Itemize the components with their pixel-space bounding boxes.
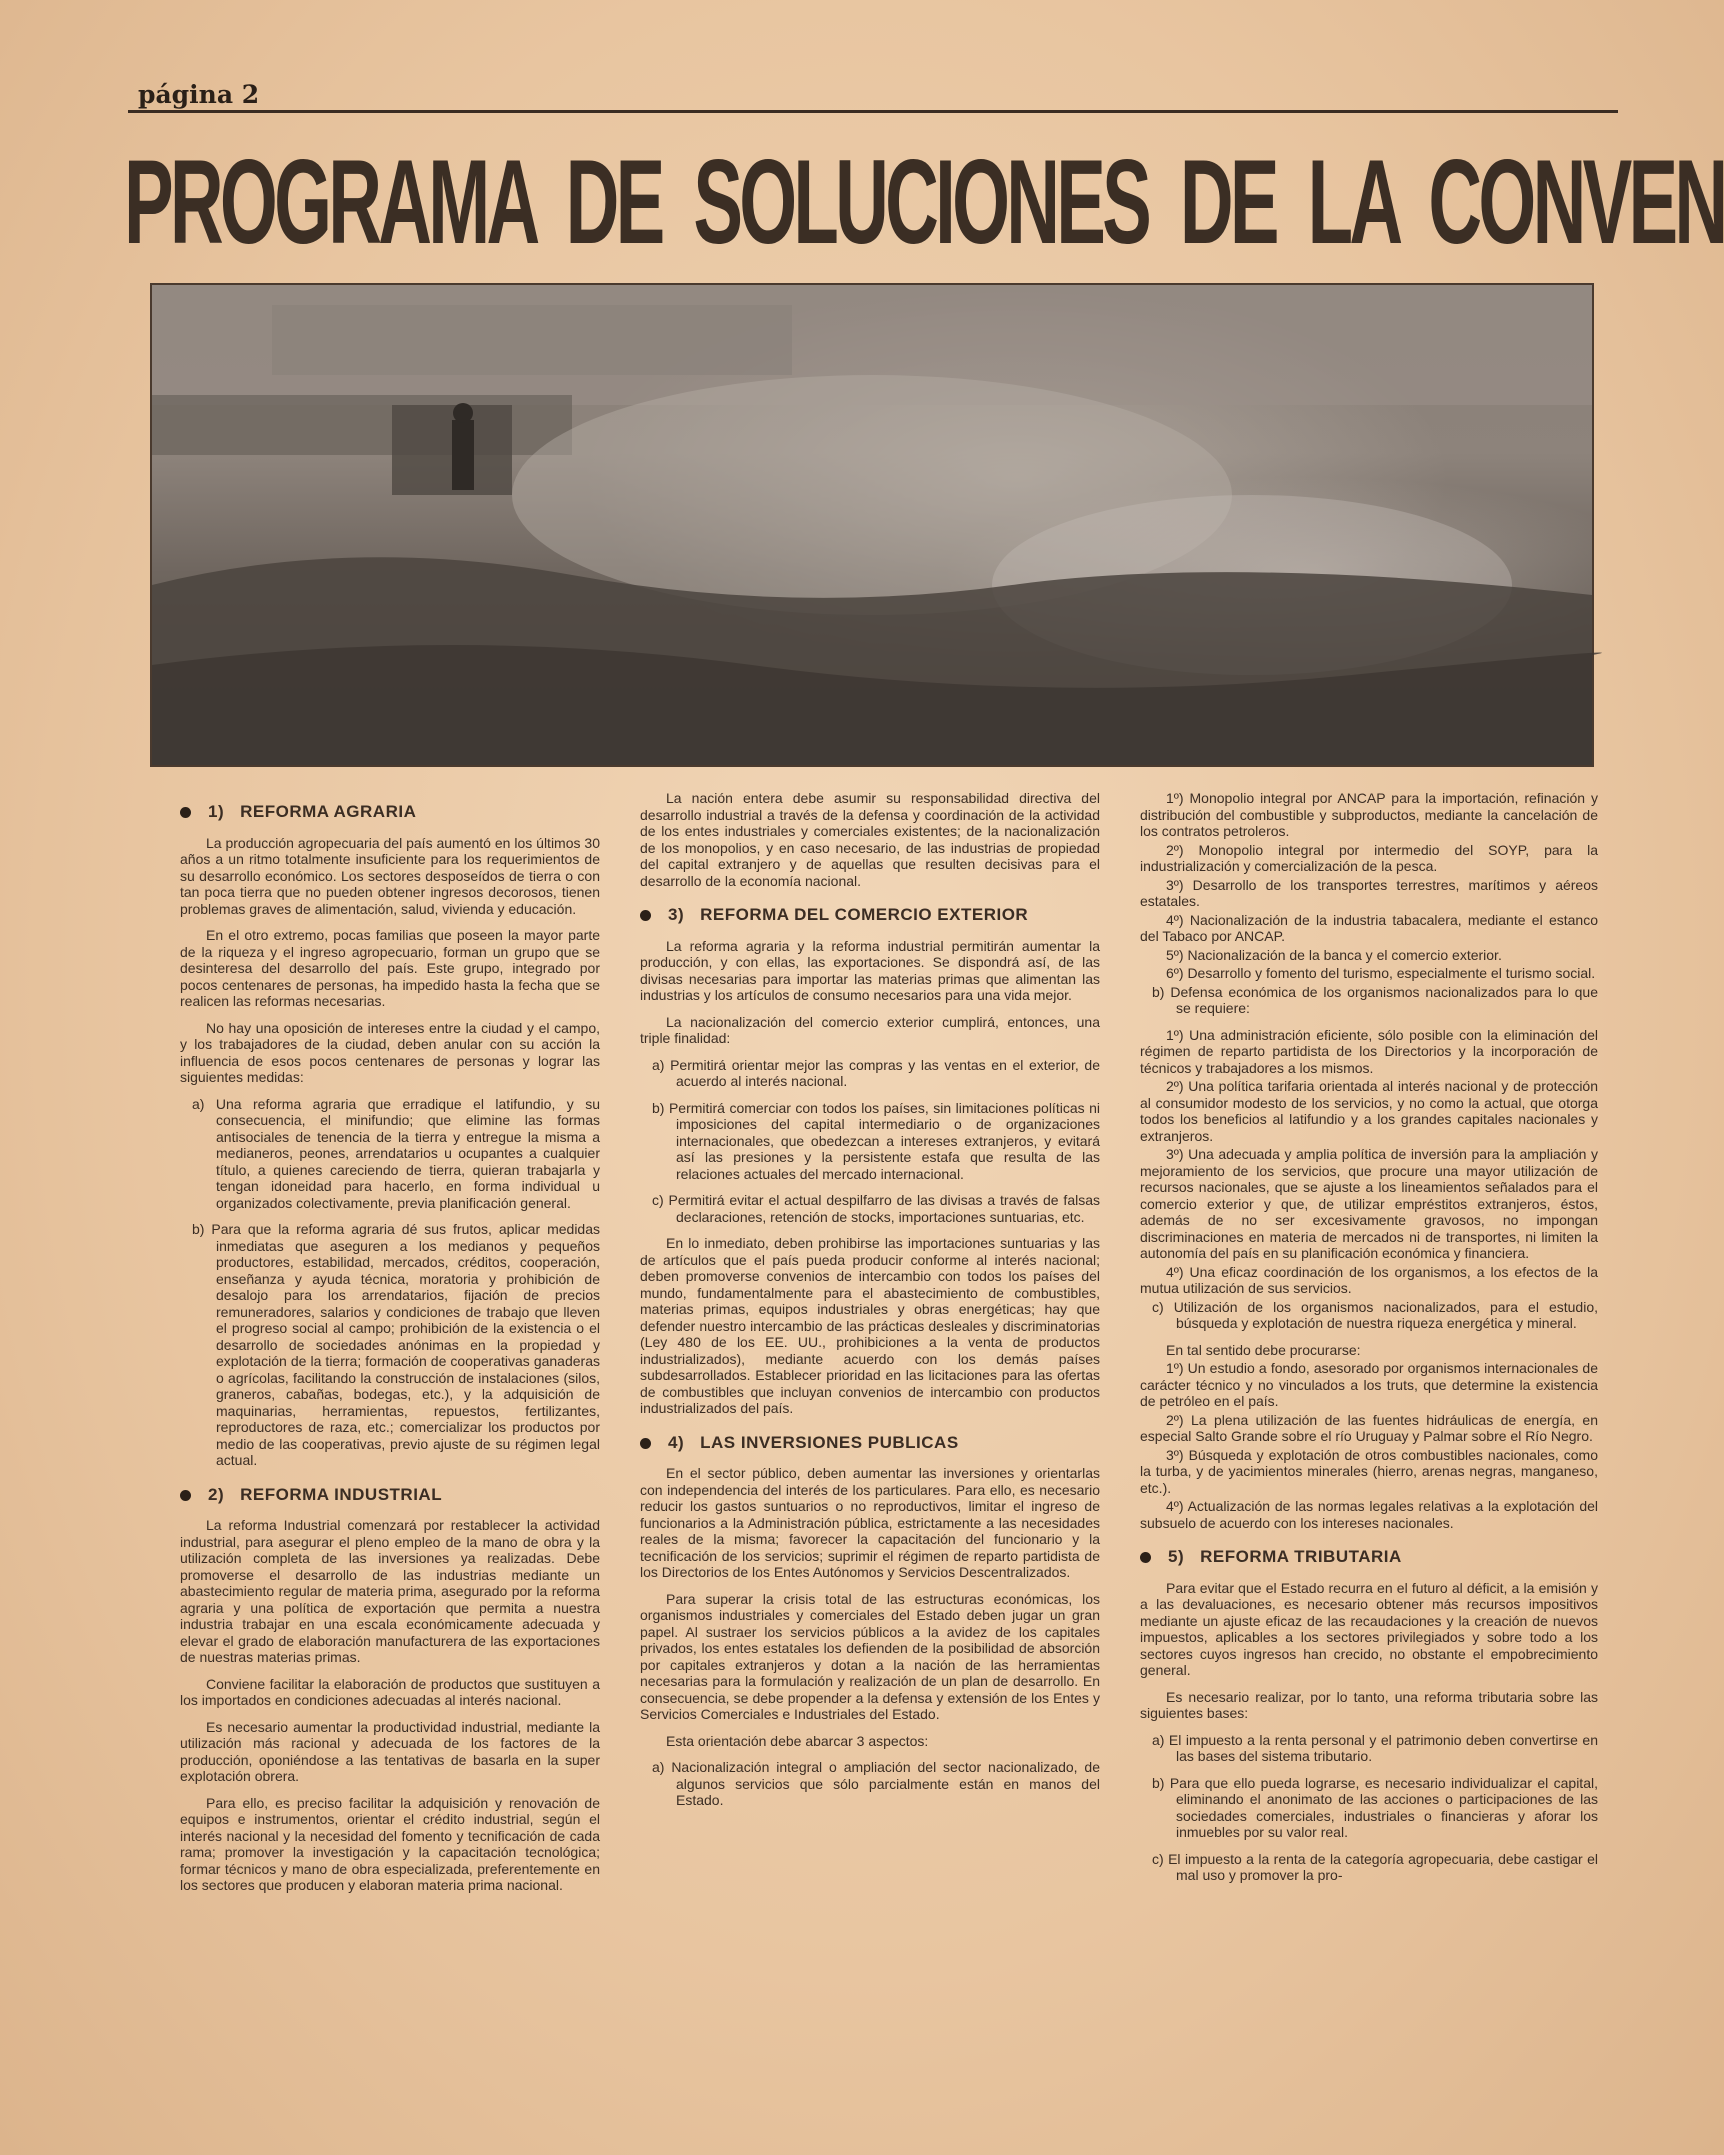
headline: PROGRAMA DE SOLUCIONES DE LA CONVEN [124, 135, 1724, 269]
paragraph: En el otro extremo, pocas familias que poseen la mayor parte de la riqueza y el ingreso agropecuario, forman un grupo que se desinteresa del desarrollo del país. Este grupo, integrado por pocos centenares de personas, ha impedido hasta la fecha que se realicen las reformas necesarias. [180, 927, 600, 1009]
numbered-item: 3º) Una adecuada y amplia política de inversión para la ampliación y mejoramiento de los servicios, que procure una mayor utilización de recursos nacionales, que se ajuste a los lineamientos señalados para el comercio exterior y que, de utilizar empréstitos extranjeros, éstos, además de no ser excesivamente gravosos, no impongan discriminaciones en materia de mercados ni de transportes, ni limiten la autonomía del país en su planificación económica y financiera. [1140, 1146, 1598, 1261]
list-item: a) Una reforma agraria que erradique el latifundio, y su consecuencia, el minifundio; que elimine las formas antisociales de tenencia de la tierra y entregue la misma a medianeros, peones, arrendatarios u ocupantes a cualquier título, a quienes careciendo de tierra, quieran trabajarla y tengan idoneidad para hacerlo, en forma individual u organizados colectivamente, previa planificación general. [192, 1095, 600, 1211]
photo-building [272, 305, 792, 375]
numbered-item: 5º) Nacionalización de la banca y el comercio exterior. [1166, 946, 1502, 963]
paragraph: La reforma Industrial comenzará por restablecer la actividad industrial, para asegurar el pleno empleo de la mano de obra y la utilización completa de las inversiones ya realizadas. Debe promoverse el desarrollo de las industrias mediante un abastecimiento regular de materia prima, asegurado por la reforma agraria y una política de exportación que permita a nuestra industria trabajar en una escala económicamente adecuada y elevar el grado de elaboración manufacturera de las exportaciones de nuestras materias primas. [180, 1517, 600, 1665]
photo-person-head [453, 403, 473, 423]
numbered-item: 4º) Una eficaz coordinación de los organismos, a los efectos de la mutua utilización de sus servicios. [1140, 1263, 1598, 1296]
top-rule [128, 110, 1618, 113]
paragraph: Esta orientación debe abarcar 3 aspectos: [666, 1732, 929, 1749]
list-item: c) Permitirá evitar el actual despilfarro de las divisas a través de falsas declaraciones, retención de stocks, importaciones suntuarias, etc. [652, 1192, 1100, 1225]
paragraph: Conviene facilitar la elaboración de productos que sustituyen a los importados en condiciones adecuadas al interés nacional. [180, 1675, 600, 1708]
bullet-dot-icon [640, 1438, 651, 1449]
news-photo-drawing [152, 285, 1592, 765]
paragraph: La reforma agraria y la reforma industrial permitirán aumentar la producción, y con ellas, las exportaciones. Se dispondrá así, de las divisas necesarias para importar las materias primas que alimentan las industrias y los artículos de consumo necesarios para una vida mejor. [640, 937, 1100, 1003]
section-heading-reforma-tributaria: 5) REFORMA TRIBUTARIA [1168, 1549, 1598, 1566]
numbered-item: 1º) Un estudio a fondo, asesorado por organismos internacionales de carácter técnico y no vinculados a los truts, que determine la existencia de petróleo en el país. [1140, 1360, 1598, 1409]
section-heading-inversiones-publicas: 4) LAS INVERSIONES PUBLICAS [668, 1435, 1100, 1452]
section-heading-reforma-agraria: 1) REFORMA AGRARIA [208, 804, 600, 821]
list-item: b) Permitirá comerciar con todos los países, sin limitaciones políticas ni imposiciones del capital intermediario o de organizaciones internacionales, que obedezcan a intereses extranjeros, y evitará así las presiones y la persistente estafa que resulta de las relaciones actuales del mercado internacional. [652, 1099, 1100, 1182]
column-3 [1140, 790, 1598, 1894]
paragraph: En el sector público, deben aumentar las inversiones y orientarlas con independencia del interés de los particulares. Para ello, es necesario reducir los gastos suntuarios o no reproductivos, limitar el ingreso de funcionarios a la Administración pública, estrictamente a las necesidades reales de la misma; favorecer la capacitación del funcionario y la tecnificación de los servicios; suprimir el régimen de reparto partidista de los Directorios de los Entes Autónomos y Servicios Descentralizados. [640, 1465, 1100, 1580]
paragraph: No hay una oposición de intereses entre la ciudad y el campo, y los trabajadores de la ciudad, deben anular con su acción la influencia de esos pocos centenares de personas y lograr las siguientes medidas: [180, 1019, 600, 1085]
list-item: a) Permitirá orientar mejor las compras y las ventas en el exterior, de acuerdo al interés nacional. [652, 1056, 1100, 1089]
numbered-item: 2º) Una política tarifaria orientada al interés nacional y de protección al consumidor modesto de los servicios, y no como la actual, que otorga todos los beneficios al latifundio y a los grandes capitales nacionales y extranjeros. [1140, 1078, 1598, 1144]
numbered-item: 4º) Nacionalización de la industria tabacalera, mediante el estanco del Tabaco por ANCAP. [1140, 911, 1598, 944]
numbered-item: 1º) Una administración eficiente, sólo posible con la eliminación del régimen de reparto partidista de los Directorios y la incorporación de técnicos y trabajadores a los mismos. [1140, 1026, 1598, 1076]
paragraph: En lo inmediato, deben prohibirse las importaciones suntuarias y las de artículos que el país pueda producir conforme al interés nacional; deben promoverse convenios de intercambio con todos los países del mundo, fundamentalmente para el abastecimiento de combustibles, materias primas, equipos industriales y obras energéticas; hay que defender nuestro intercambio de las prácticas desleales y discriminatorias (Ley 480 de los EE. UU., prohibiciones a la venta de productos industrializados), mediante acuerdo con los demás países subdesarrollados. Establecer prioridad en las licitaciones para las ofertas de combustibles que incluyan convenios de intercambio con productos industrializados del país. [640, 1235, 1100, 1416]
numbered-item: 3º) Búsqueda y explotación de otros combustibles nacionales, como la turba, y de yacimientos minerales (hierro, arenas negras, manganeso, etc.). [1140, 1446, 1598, 1496]
list-item: c) Utilización de los organismos nacionalizados, para el estudio, búsqueda y explotación de nuestra riqueza energética y mineral. [1152, 1298, 1598, 1331]
paragraph: Para evitar que el Estado recurra en el futuro al déficit, a la emisión y a las devaluaciones, es necesario obtener más recursos impositivos mediante un ajuste eficaz de las recaudaciones y la creación de nuevos impuestos, aplicables a los sectores privilegiados y sobre todo a los sectores cuyos ingresos han crecido, no obstante el empobrecimiento general. [1140, 1579, 1598, 1678]
paragraph: Es necesario realizar, por lo tanto, una reforma tributaria sobre las siguientes bases: [1140, 1688, 1598, 1721]
numbered-item: 6º) Desarrollo y fomento del turismo, especialmente el turismo social. [1166, 965, 1596, 981]
list-item: b) Defensa económica de los organismos nacionalizados para lo que se requiere: [1152, 983, 1598, 1016]
paragraph: La nación entera debe asumir su responsabilidad directiva del desarrollo industrial a través de la defensa y coordinación de la actividad de los entes industriales y comerciales existentes; de la nacionalización de los monopolios, y en caso necesario, de las industrias de propiedad del capital extranjero y de aquellas que resulten decisivas para el desarrollo de la economía nacional. [640, 790, 1100, 889]
page-label: página 2 [138, 80, 260, 109]
column-2 [640, 790, 1100, 1819]
numbered-item: 4º) Actualización de las normas legales relativas a la explotación del subsuelo de acuerdo con los intereses nacionales. [1140, 1498, 1598, 1531]
numbered-item: 1º) Monopolio integral por ANCAP para la importación, refinación y distribución del combustible y subproductos, mediante la cancelación de los contratos petroleros. [1140, 790, 1598, 839]
section-heading-comercio-exterior: 3) REFORMA DEL COMERCIO EXTERIOR [668, 907, 1100, 924]
paragraph: Es necesario aumentar la productividad industrial, mediante la utilización más racional y adecuada de los factores de la producción, oponiéndose a las tentativas de basarla en la super explotación obrera. [180, 1718, 600, 1784]
numbered-item: 3º) Desarrollo de los transportes terrestres, marítimos y aéreos estatales. [1140, 876, 1598, 909]
paragraph: Para ello, es preciso facilitar la adquisición y renovación de equipos e instrumentos, orientar el crédito industrial, según el interés nacional y la necesidad del fomento y tecnificación de cada rama; promover la investigación y la capacitación tecnológica; formar técnicos y mano de obra especializada, preferentemente en los sectores que producen y elaboran materia prima nacional. [180, 1794, 600, 1893]
list-item: a) Nacionalización integral o ampliación del sector nacionalizado, de algunos servicios que sólo parcialmente están en manos del Estado. [652, 1759, 1100, 1808]
bullet-dot-icon [640, 910, 651, 921]
numbered-item: 2º) La plena utilización de las fuentes hidráulicas de energía, en especial Salto Grande sobre el río Uruguay y Palmar sobre el Río Negro. [1140, 1411, 1598, 1444]
bullet-dot-icon [1140, 1552, 1151, 1563]
list-item: a) El impuesto a la renta personal y el patrimonio deben convertirse en las bases del sistema tributario. [1152, 1731, 1598, 1764]
paragraph: Para superar la crisis total de las estructuras económicas, los organismos industriales y comerciales del Estado deben jugar un gran papel. Al sustraer los servicios públicos a la avidez de los capitales privados, los entes estatales los defienden de la posibilidad de absorción por capitales extranjeros y dotan a la nación de las herramientas necesarias para la formulación y realización de un plan de desarrollo. En consecuencia, se debe propender a la defensa y extensión de los Entes y Servicios Comerciales e Industriales del Estado. [640, 1590, 1100, 1722]
column-1 [180, 790, 600, 1904]
paragraph: La nacionalización del comercio exterior cumplirá, entonces, una triple finalidad: [640, 1013, 1100, 1046]
paragraph: La producción agropecuaria del país aumentó en los últimos 30 años a un ritmo totalmente insuficiente para los requerimientos de su desarrollo económico. Los sectores desposeídos de tierra o con tan poca tierra que no pueden obtener ingresos decorosos, tienen problemas graves de alimentación, salud, vivienda y educación. [180, 834, 600, 917]
list-item: b) Para que ello pueda lograrse, es necesario individualizar el capital, eliminando el anonimato de las acciones o participaciones de las sociedades comerciales, industriales o financieras y aforar los inmuebles por su valor real. [1152, 1774, 1598, 1840]
section-heading-reforma-industrial: 2) REFORMA INDUSTRIAL [208, 1487, 600, 1504]
photo-person [452, 420, 474, 490]
list-item: c) El impuesto a la renta de la categoría agropecuaria, debe castigar el mal uso y promover la pro- [1152, 1850, 1598, 1883]
bullet-dot-icon [180, 1490, 191, 1501]
paragraph: En tal sentido debe procurarse: [1166, 1341, 1361, 1358]
bullet-dot-icon [180, 807, 191, 818]
numbered-item: 2º) Monopolio integral por intermedio del SOYP, para la industrialización y comercialización de la pesca. [1140, 841, 1598, 874]
news-photo [150, 283, 1594, 767]
list-item: b) Para que la reforma agraria dé sus frutos, aplicar medidas inmediatas que aseguren a los medianos y pequeños productores, estabilidad, mercados, créditos, cooperación, enseñanza y ayuda técnica, moratoria y prohibición de desalojo para los arrendatarios, fijación de precios remuneradores, salarios y condiciones de trabajo que lleven el progreso social al campo; prohibición de la existencia o el desarrollo de sociedades anónimas en la propiedad y explotación de la tierra; formación de cooperativas ganaderas o agrícolas, facilitando la construcción de instalaciones (silos, graneros, cabañas, bodegas, etc.), y la adquisición de maquinarias, herramientas, repuestos, fertilizantes, reproductores de raza, etc.; comercializar los productos por medio de las cooperativas, previo ajuste de su régimen legal actual. [192, 1221, 600, 1468]
